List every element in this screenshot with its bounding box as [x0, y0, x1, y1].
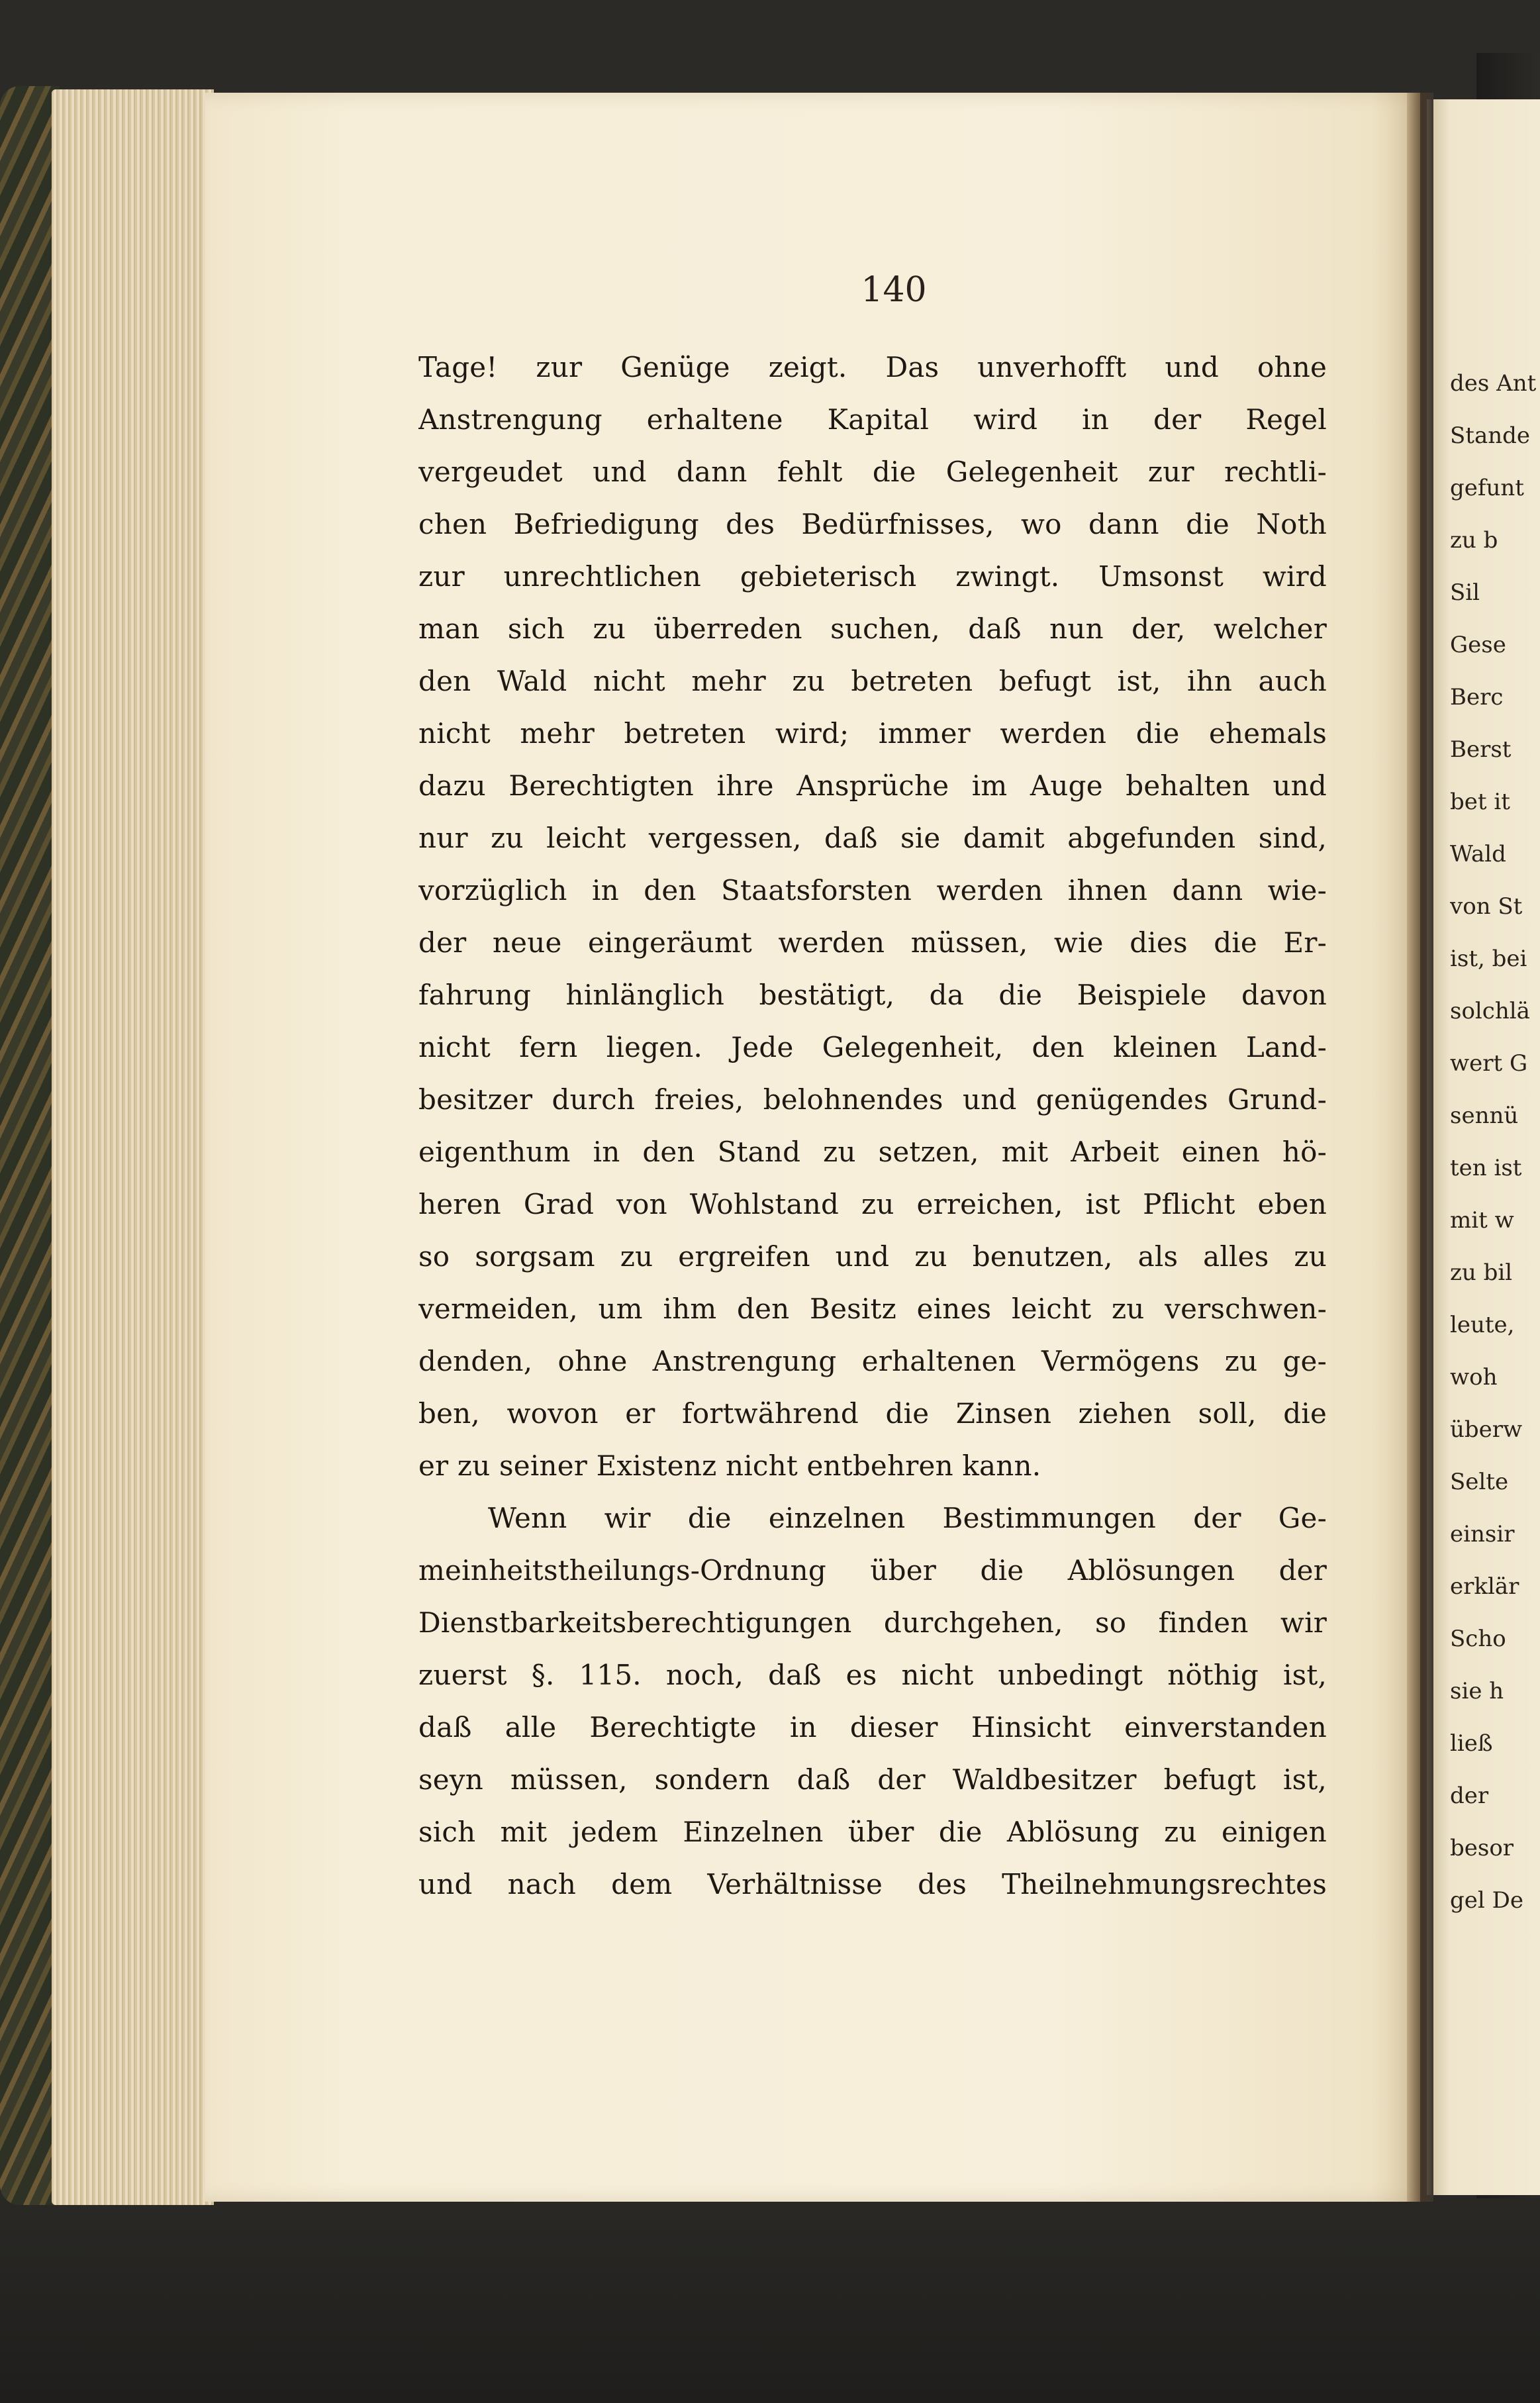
text-line: den Wald nicht mehr zu betreten befugt ist, ihn auch [418, 665, 1327, 697]
page-edges [52, 89, 214, 2205]
text-line: denden, ohne Anstrengung erhaltenen Vermögens zu ge- [418, 1345, 1327, 1377]
text-line: heren Grad von Wohlstand zu erreichen, ist Pflicht eben [418, 1188, 1327, 1220]
text-line: eigenthum in den Stand zu setzen, mit Arbeit einen hö- [418, 1136, 1327, 1168]
text-line: zur unrechtlichen gebieterisch zwingt. Umsonst wird [418, 560, 1327, 593]
facing-page-fragment: besor [1450, 1835, 1514, 1861]
facing-page-fragment: gel De [1450, 1887, 1523, 1914]
facing-page-fragment: gefunt [1450, 475, 1524, 501]
facing-page-fragment: bet it [1450, 789, 1510, 815]
text-line: zuerst §. 115. noch, daß es nicht unbedingt nöthig ist, [418, 1659, 1327, 1691]
text-line: daß alle Berechtigte in dieser Hinsicht einverstanden [418, 1711, 1327, 1743]
facing-page-fragment: ist, bei [1450, 946, 1527, 972]
text-line: man sich zu überreden suchen, daß nun der, welcher [418, 613, 1327, 645]
text-line: Wenn wir die einzelnen Bestimmungen der Ge- [488, 1502, 1327, 1534]
text-line: vermeiden, um ihm den Besitz eines leicht zu verschwen- [418, 1293, 1327, 1325]
facing-page-fragment: wert G [1450, 1050, 1528, 1077]
text-line: vorzüglich in den Staatsforsten werden ihnen dann wie- [418, 874, 1327, 907]
facing-page-fragment: sie h [1450, 1678, 1504, 1704]
text-line: ben, wovon er fortwährend die Zinsen ziehen soll, die [418, 1397, 1327, 1430]
facing-page-fragment: ten ist [1450, 1155, 1522, 1181]
text-line: und nach dem Verhältnisse des Theilnehmungsrechtes [418, 1868, 1327, 1900]
facing-page-fragment: solchlä [1450, 998, 1530, 1024]
text-line: besitzer durch freies, belohnendes und genügendes Grund- [418, 1083, 1327, 1116]
text-line: chen Befriedigung des Bedürfnisses, wo dann die Noth [418, 508, 1327, 540]
facing-page-fragment: einsir [1450, 1521, 1515, 1547]
text-line: so sorgsam zu ergreifen und zu benutzen, als alles zu [418, 1240, 1327, 1273]
body-text [418, 341, 1327, 1910]
facing-page-fragment: erklär [1450, 1573, 1519, 1600]
facing-page-fragment: ließ [1450, 1730, 1493, 1757]
text-line: nicht mehr betreten wird; immer werden die ehemals [418, 717, 1327, 750]
facing-page-fragment: mit w [1450, 1207, 1514, 1234]
facing-page-fragment: Stande [1450, 422, 1531, 449]
facing-page-fragment: zu b [1450, 527, 1498, 554]
facing-page-fragment: Selte [1450, 1469, 1509, 1495]
page-number: 140 [861, 270, 927, 310]
text-line: Anstrengung erhaltene Kapital wird in der Regel [418, 403, 1327, 436]
facing-page-fragment: zu bil [1450, 1259, 1513, 1286]
facing-page-fragment: Sil [1450, 579, 1480, 606]
text-line: der neue eingeräumt werden müssen, wie dies die Er- [418, 926, 1327, 959]
facing-page-fragment: sennü [1450, 1103, 1519, 1129]
facing-page-fragment: Berc [1450, 684, 1504, 711]
facing-page-text [1450, 358, 1536, 1927]
text-line: nicht fern liegen. Jede Gelegenheit, den kleinen Land- [418, 1031, 1327, 1063]
facing-page-fragment: leute, [1450, 1312, 1515, 1338]
paragraph [418, 1492, 1327, 1910]
text-line: sich mit jedem Einzelnen über die Ablösung zu einigen [418, 1816, 1327, 1848]
text-line: meinheitstheilungs-Ordnung über die Ablösungen der [418, 1554, 1327, 1587]
text-line: Dienstbarkeitsberechtigungen durchgehen, so finden wir [418, 1606, 1327, 1639]
facing-page-fragment: Scho [1450, 1626, 1506, 1652]
text-line: er zu seiner Existenz nicht entbehren kann. [418, 1449, 1041, 1482]
facing-page-fragment: überw [1450, 1416, 1523, 1443]
facing-page-fragment: Gese [1450, 632, 1506, 658]
book-cover-left [0, 86, 60, 2205]
facing-page-fragment: der [1450, 1783, 1489, 1809]
text-line: dazu Berechtigten ihre Ansprüche im Auge behalten und [418, 769, 1327, 802]
text-line: vergeudet und dann fehlt die Gelegenheit zur rechtli- [418, 456, 1327, 488]
facing-page-fragment: Wald [1450, 841, 1506, 867]
text-line: nur zu leicht vergessen, daß sie damit abgefunden sind, [418, 822, 1327, 854]
text-line: seyn müssen, sondern daß der Waldbesitzer befugt ist, [418, 1763, 1327, 1796]
facing-page-fragment: des Ant [1450, 370, 1536, 397]
book-gutter [1407, 93, 1433, 2202]
facing-page-fragment: von St [1450, 893, 1523, 920]
text-line: Tage! zur Genüge zeigt. Das unverhofft und ohne [418, 351, 1327, 383]
facing-page-fragment: woh [1450, 1364, 1498, 1391]
paragraph [418, 341, 1327, 1492]
facing-page-fragment: Berst [1450, 736, 1512, 763]
text-line: fahrung hinlänglich bestätigt, da die Beispiele davon [418, 979, 1327, 1011]
background-bottom [0, 2185, 1540, 2403]
